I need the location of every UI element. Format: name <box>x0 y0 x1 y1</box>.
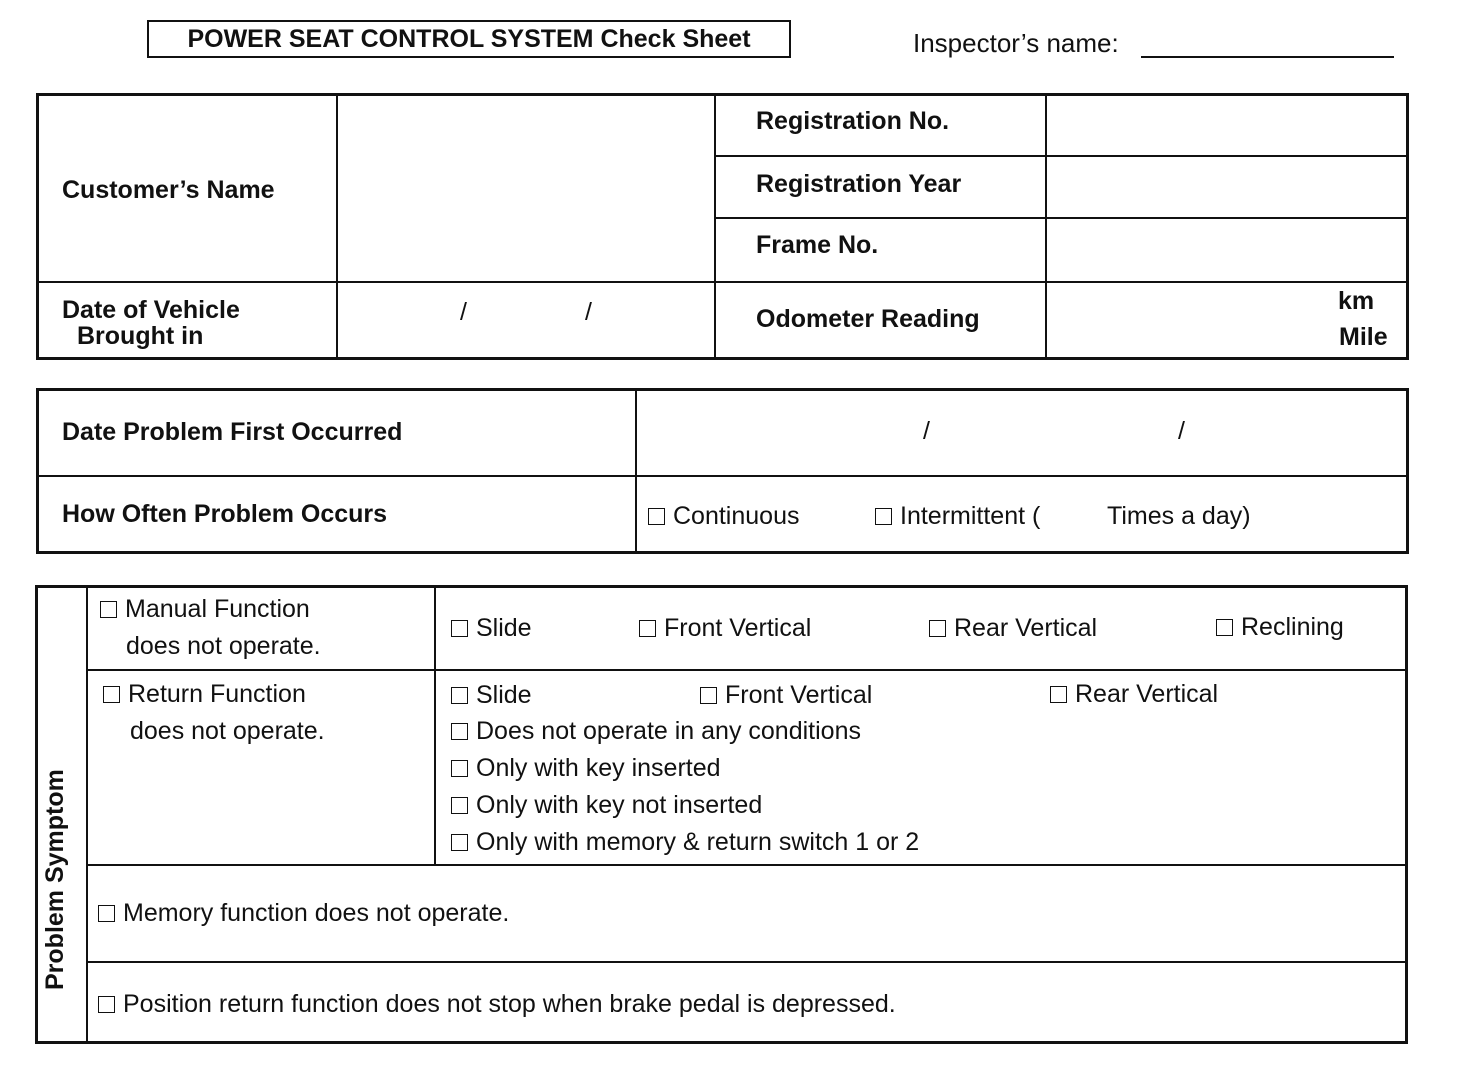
manual-front-vertical-label: Front Vertical <box>664 614 812 642</box>
memory-function-label: Memory function does not operate. <box>123 899 510 927</box>
divider <box>1045 93 1047 360</box>
return-front-vertical-option[interactable] <box>700 682 872 710</box>
manual-rear-vertical-label: Rear Vertical <box>954 614 1098 642</box>
how-often-label: How Often Problem Occurs <box>62 500 388 528</box>
manual-function-checkbox[interactable] <box>100 601 117 618</box>
divider <box>336 93 338 360</box>
return-front-vertical-label: Front Vertical <box>725 681 873 709</box>
customer-name-label: Customer’s Name <box>62 176 275 204</box>
condition-key-inserted-checkbox[interactable] <box>451 760 468 777</box>
condition-any-option[interactable] <box>451 718 861 746</box>
check-sheet-title: POWER SEAT CONTROL SYSTEM Check Sheet <box>147 20 791 58</box>
manual-front-vertical-option[interactable] <box>639 615 811 643</box>
condition-memory-switch-label: Only with memory & return switch 1 or 2 <box>476 828 920 856</box>
divider <box>635 388 637 554</box>
manual-reclining-option[interactable] <box>1216 614 1344 642</box>
divider <box>714 93 716 360</box>
date-separator: / <box>585 298 592 326</box>
manual-reclining-checkbox[interactable] <box>1216 619 1233 636</box>
condition-any-checkbox[interactable] <box>451 723 468 740</box>
return-function-option[interactable] <box>103 681 306 709</box>
registration-year-field[interactable] <box>1049 159 1405 215</box>
manual-slide-checkbox[interactable] <box>451 620 468 637</box>
date-separator: / <box>923 417 930 445</box>
registration-year-label: Registration Year <box>756 170 962 198</box>
position-return-checkbox[interactable] <box>98 996 115 1013</box>
memory-function-option[interactable] <box>98 900 509 928</box>
frame-no-field[interactable] <box>1049 221 1405 279</box>
date-brought-in-label-line2: Brought in <box>77 322 204 350</box>
return-front-vertical-checkbox[interactable] <box>700 687 717 704</box>
divider <box>88 864 1408 866</box>
odometer-label: Odometer Reading <box>756 305 980 333</box>
manual-front-vertical-checkbox[interactable] <box>639 620 656 637</box>
condition-key-inserted-label: Only with key inserted <box>476 754 721 782</box>
manual-slide-label: Slide <box>476 614 532 642</box>
frame-no-label: Frame No. <box>756 231 879 259</box>
divider <box>36 281 1409 283</box>
condition-key-inserted-option[interactable] <box>451 755 721 783</box>
date-first-occurred-label: Date Problem First Occurred <box>62 418 403 446</box>
manual-reclining-label: Reclining <box>1241 613 1344 641</box>
times-a-day-label: Times a day) <box>1107 502 1251 530</box>
condition-key-not-inserted-checkbox[interactable] <box>451 797 468 814</box>
manual-rear-vertical-checkbox[interactable] <box>929 620 946 637</box>
condition-any-label: Does not operate in any conditions <box>476 717 861 745</box>
date-brought-in-label-line1: Date of Vehicle <box>62 296 240 324</box>
divider <box>716 155 1409 157</box>
continuous-option[interactable] <box>648 503 799 531</box>
problem-symptom-label: Problem Symptom <box>41 769 69 990</box>
manual-function-label: Manual Function <box>125 595 310 623</box>
condition-key-not-inserted-option[interactable] <box>451 792 762 820</box>
continuous-label: Continuous <box>673 502 800 530</box>
divider <box>86 585 88 1044</box>
return-slide-checkbox[interactable] <box>451 687 468 704</box>
odometer-unit-km: km <box>1338 287 1375 315</box>
return-slide-label: Slide <box>476 681 532 709</box>
inspector-name-field[interactable] <box>1141 56 1394 58</box>
odometer-field[interactable] <box>1049 285 1329 357</box>
divider <box>716 217 1409 219</box>
return-function-label: Return Function <box>128 680 306 708</box>
date-first-occurred-field[interactable] <box>640 392 1405 473</box>
manual-rear-vertical-option[interactable] <box>929 615 1097 643</box>
divider <box>434 585 436 866</box>
date-separator: / <box>460 298 467 326</box>
registration-no-field[interactable] <box>1049 97 1405 153</box>
date-brought-in-field[interactable] <box>340 285 712 357</box>
inspector-name-label: Inspector’s name: <box>913 28 1119 58</box>
intermittent-checkbox[interactable] <box>875 508 892 525</box>
return-rear-vertical-checkbox[interactable] <box>1050 686 1067 703</box>
customer-name-field[interactable] <box>340 97 712 279</box>
position-return-option[interactable] <box>98 991 896 1019</box>
return-function-checkbox[interactable] <box>103 686 120 703</box>
divider <box>88 669 1408 671</box>
intermittent-label: Intermittent ( <box>900 502 1041 530</box>
condition-memory-switch-option[interactable] <box>451 829 919 857</box>
date-separator: / <box>1178 417 1185 445</box>
registration-no-label: Registration No. <box>756 107 950 135</box>
position-return-label: Position return function does not stop when brake pedal is depressed. <box>123 990 896 1018</box>
manual-function-option[interactable] <box>100 596 310 624</box>
continuous-checkbox[interactable] <box>648 508 665 525</box>
return-function-label-line2: does not operate. <box>130 717 325 745</box>
divider <box>36 475 1409 477</box>
return-slide-option[interactable] <box>451 682 532 710</box>
condition-memory-switch-checkbox[interactable] <box>451 834 468 851</box>
odometer-unit-mile: Mile <box>1339 323 1388 351</box>
divider <box>88 961 1408 963</box>
memory-function-checkbox[interactable] <box>98 905 115 922</box>
intermittent-option[interactable] <box>875 503 1040 531</box>
manual-slide-option[interactable] <box>451 615 532 643</box>
condition-key-not-inserted-label: Only with key not inserted <box>476 791 763 819</box>
return-rear-vertical-option[interactable] <box>1050 681 1218 709</box>
manual-function-label-line2: does not operate. <box>126 632 321 660</box>
return-rear-vertical-label: Rear Vertical <box>1075 680 1219 708</box>
